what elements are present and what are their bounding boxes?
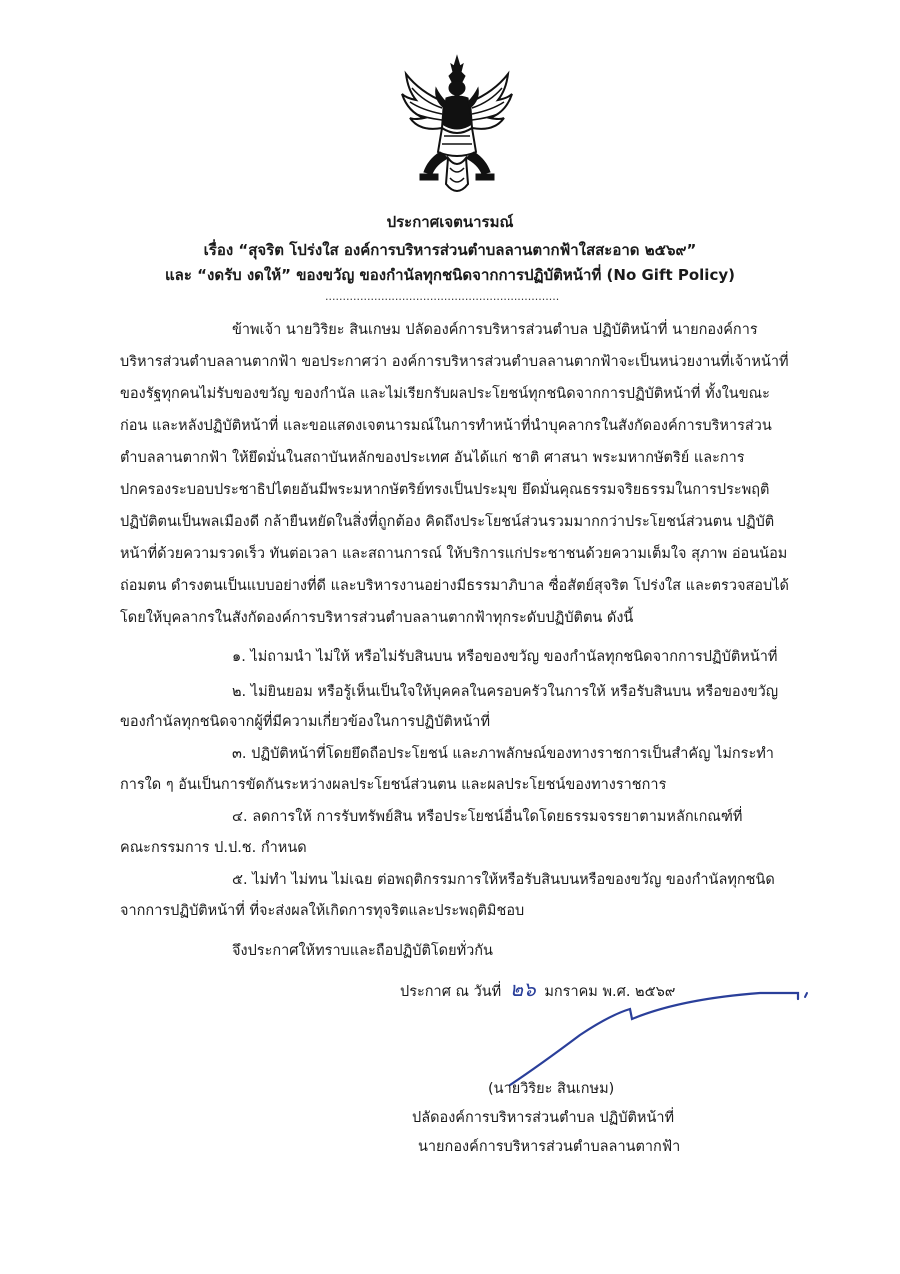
list-item: ๓. ปฏิบัติหน้าที่โดยยึดถือประโยชน์ และภาพลักษณ์ของทางราชการเป็นสำคัญ ไม่กระทำ (232, 746, 774, 762)
body-line: บริหารส่วนตำบลลานตากฟ้า ขอประกาศว่า องค์การบริหารส่วนตำบลลานตากฟ้าจะเป็นหน่วยงานที่เจ้าหน้าที่ (120, 354, 789, 370)
list-item: ๕. ไม่ทำ ไม่ทน ไม่เฉย ต่อพฤติกรรมการให้หรือรับสินบนหรือของขวัญ ของกำนัลทุกชนิด (232, 872, 775, 888)
signer-position-2: นายกองค์การบริหารส่วนตำบลลานตากฟ้า (418, 1139, 681, 1155)
signer-name: (นายวิริยะ สินเกษม) (488, 1081, 615, 1097)
garuda-emblem-icon (398, 52, 516, 202)
subject-line: เรื่อง “สุจริต โปร่งใส องค์การบริหารส่วนตำบลลานตากฟ้าใสสะอาด ๒๕๖๙” (203, 241, 697, 259)
body-line: ปฏิบัติตนเป็นพลเมืองดี กล้ายืนหยัดในสิ่งที่ถูกต้อง คิดถึงประโยชน์ส่วนรวมมากกว่าประโยชน์ส่วนตน ปฏิบัติ (120, 514, 775, 530)
list-item: จากการปฏิบัติหน้าที่ ที่จะส่งผลให้เกิดการทุจริตและประพฤติมิชอบ (120, 903, 525, 919)
separator-dots: ................................................................... (325, 290, 560, 303)
closing-line: จึงประกาศให้ทราบและถือปฏิบัติโดยทั่วกัน (232, 943, 493, 959)
date-suffix: มกราคม พ.ศ. ๒๕๖๙ (544, 984, 676, 1000)
subject-line-2: และ “งดรับ งดให้” ของขวัญ ของกำนัลทุกชนิดจากการปฏิบัติหน้าที่ (No Gift Policy) (165, 266, 735, 284)
body-line: โดยให้บุคลากรในสังกัดองค์การบริหารส่วนตำบลลานตากฟ้าทุกระดับปฏิบัติตน ดังนี้ (120, 610, 634, 626)
body-line: ถ่อมตน ดำรงตนเป็นแบบอย่างที่ดี และบริหารงานอย่างมีธรรมาภิบาล ซื่อสัตย์สุจริต โปร่งใส และตรวจสอบได้ (120, 578, 789, 594)
date-prefix: ประกาศ ณ วันที่ (400, 984, 502, 1000)
list-item: ๒. ไม่ยินยอม หรือรู้เห็นเป็นใจให้บุคคลในครอบครัวในการให้ หรือรับสินบน หรือของขวัญ (232, 684, 779, 700)
signer-position-1: ปลัดองค์การบริหารส่วนตำบล ปฏิบัติหน้าที่ (412, 1110, 675, 1126)
body-line: ปกครองระบอบประชาธิปไตยอันมีพระมหากษัตริย์ทรงเป็นประมุข ยึดมั่นคุณธรรมจริยธรรมในการประพฤติ (120, 482, 770, 498)
list-item: การใด ๆ อันเป็นการขัดกันระหว่างผลประโยชน์ส่วนตน และผลประโยชน์ของทางราชการ (120, 777, 667, 793)
body-line: ก่อน และหลังปฏิบัติหน้าที่ และขอแสดงเจตนารมณ์ในการทำหน้าที่นำบุคลากรในสังกัดองค์การบริหารส่วน (120, 418, 772, 434)
list-item: คณะกรรมการ ป.ป.ช. กำหนด (120, 840, 307, 856)
list-item: ๔. ลดการให้ การรับทรัพย์สิน หรือประโยชน์อื่นใดโดยธรรมจรรยาตามหลักเกณฑ์ที่ (232, 809, 743, 825)
announcement-heading: ประกาศเจตนารมณ์ (386, 213, 514, 231)
body-line: หน้าที่ด้วยความรวดเร็ว ทันต่อเวลา และสถานการณ์ ให้บริการแก่ประชาชนด้วยความเต็มใจ สุภาพ อ่อนน้อม (120, 546, 788, 562)
body-line: ของรัฐทุกคนไม่รับของขวัญ ของกำนัล และไม่เรียกรับผลประโยชน์ทุกชนิดจากการปฏิบัติหน้าที่ ทั้งในขณะ (120, 386, 770, 402)
body-line: ตำบลลานตากฟ้า ให้ยึดมั่นในสถาบันหลักของประเทศ อันได้แก่ ชาติ ศาสนา พระมหากษัตริย์ และการ (120, 450, 745, 466)
list-item: ของกำนัลทุกชนิดจากผู้ที่มีความเกี่ยวข้องในการปฏิบัติหน้าที่ (120, 714, 491, 730)
date-day-handwritten: ๒๖ (509, 977, 536, 1001)
list-item: ๑. ไม่ถามนำ ไม่ให้ หรือไม่รับสินบน หรือของขวัญ ของกำนัลทุกชนิดจากการปฏิบัติหน้าที่ (232, 649, 778, 665)
body-line: ข้าพเจ้า นายวิริยะ สินเกษม ปลัดองค์การบริหารส่วนตำบล ปฏิบัติหน้าที่ นายกองค์การ (232, 322, 758, 338)
